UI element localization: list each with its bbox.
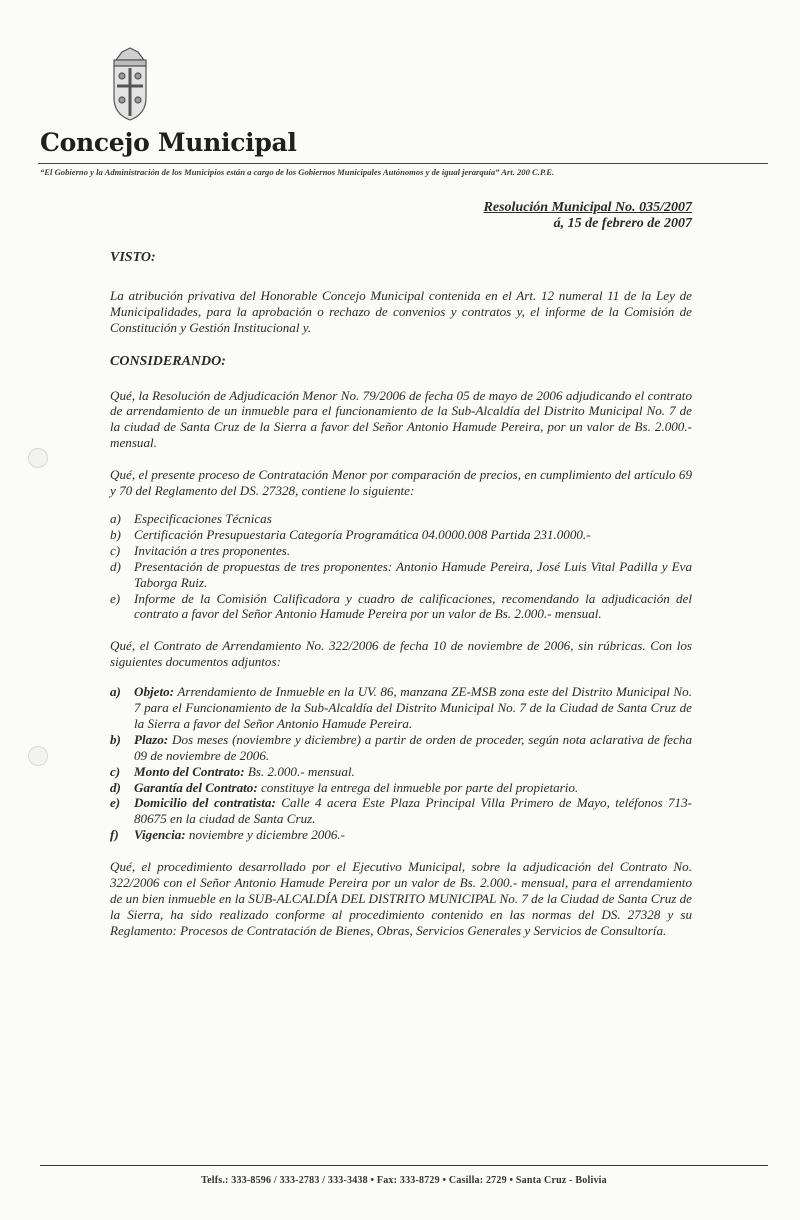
list-item <box>110 511 692 527</box>
paragraph-procedimiento: Qué, el procedimiento desarrollado por el Ejecutivo Municipal, sobre la adjudicación del Contrato No. 322/2006 con el Señor Antonio Hamude Pereira por un valor de Bs. 2.000.- mensual, para el arrendamiento de un bien inmueble en la SUB-ALCALDÍA DEL DISTRITO MUNICIPAL No. 7 de la Ciudad de Santa Cruz de la Sierra, ha sido realizado conforme al procedimiento contenido en las normas del DS. 27328 y su Reglamento: Procesos de Contratación de Bienes, Obras, Servicios Generales y Servicios de Consultoría. <box>110 859 692 938</box>
punch-hole-icon <box>28 448 48 468</box>
list-text: Arrendamiento de Inmueble en la UV. 86, manzana ZE-MSB zona este del Distrito Municipal No. 7 para el Funcionamiento de la Sub-Alcaldía del Distrito Municipal No. 7 de la Ciudad de Santa Cruz de la Sierra a favor del Señor Antonio Hamude Pereira. <box>134 684 692 731</box>
list-item <box>110 780 692 796</box>
paragraph-adjudicacion: Qué, la Resolución de Adjudicación Menor No. 79/2006 de fecha 05 de mayo de 2006 adjudicando el contrato de arrendamiento de un inmueble para el funcionamiento de la Sub-Alcaldía del Distrito Municipal No. 7 de la ciudad de Santa Cruz de la Sierra a favor del Señor Antonio Hamude Pereira, por un valor de Bs. 2.000.- mensual. <box>110 387 692 451</box>
list-text: Informe de la Comisión Calificadora y cuadro de calificaciones, recomendando la adjudicación del contrato a favor del Señor Antonio Hamude Pereira por un valor de Bs. 2.000.- mensual. <box>134 590 692 622</box>
list-term: Domicilio del contratista: <box>134 795 276 811</box>
visto-text: La atribución privativa del Honorable Concejo Municipal contenida en el Art. 12 numeral 11 de la Ley de Municipalidades, para la aprobación o rechazo de convenios y contratos y, el informe de la Comisión de Constitución y Gestión Institucional y. <box>110 287 692 335</box>
list-item <box>110 684 692 732</box>
organization-name: Concejo Municipal <box>40 128 297 157</box>
punch-hole-icon <box>28 746 48 766</box>
list-label: b) <box>110 731 121 747</box>
list-term: Garantía del Contrato: <box>134 779 258 795</box>
list-label: d) <box>110 558 121 574</box>
document-body <box>110 250 692 939</box>
list-text: Dos meses (noviembre y diciembre) a partir de orden de proceder, según nota aclarativa de fecha 09 de noviembre de 2006. <box>134 731 692 763</box>
list-item <box>110 732 692 764</box>
list-text: Certificación Presupuestaria Categoría Programática 04.0000.008 Partida 231.0000.- <box>134 526 591 542</box>
resolution-date: á, 15 de febrero de 2007 <box>553 216 692 231</box>
list-item <box>110 559 692 591</box>
list-label: e) <box>110 590 121 606</box>
list-term: Objeto: <box>134 684 174 700</box>
footer-contact: Telfs.: 333-8596 / 333-2783 / 333-3438 • Fax: 333-8729 • Casilla: 2729 • Santa Cruz - Bolivia <box>201 1175 607 1186</box>
list-text: Calle 4 acera Este Plaza Principal Villa Primero de Mayo, teléfonos 713-80675 en la ciudad de Santa Cruz. <box>134 795 692 827</box>
list-label: c) <box>110 763 121 779</box>
list-term: Vigencia: <box>134 827 186 843</box>
list-text: Especificaciones Técnicas <box>134 510 272 526</box>
list-label: b) <box>110 526 121 542</box>
list-item <box>110 827 692 843</box>
list-text: constituye la entrega del inmueble por parte del propietario. <box>257 779 579 795</box>
list-label: a) <box>110 684 121 700</box>
visto-heading: VISTO: <box>110 250 156 265</box>
paragraph-contrato: Qué, el Contrato de Arrendamiento No. 322/2006 de fecha 10 de noviembre de 2006, sin rúbricas. Con los siguientes documentos adjuntos: <box>110 638 692 670</box>
footer-rule <box>40 1165 768 1166</box>
list-label: f) <box>110 827 119 843</box>
municipal-crest-icon <box>108 46 152 126</box>
list-text: Invitación a tres proponentes. <box>134 542 291 558</box>
list-label: a) <box>110 510 121 526</box>
header-rule <box>38 163 768 164</box>
list-item <box>110 591 692 623</box>
list-label: e) <box>110 795 121 811</box>
header-motto: “El Gobierno y la Administración de los Municipios están a cargo de los Gobiernos Municipales Autónomos y de igual jerarquía” Art. 200 C.P.E. <box>40 167 555 177</box>
requirements-list <box>110 511 692 622</box>
list-label: c) <box>110 542 121 558</box>
resolution-number: Resolución Municipal No. 035/2007 <box>483 200 692 215</box>
list-label: d) <box>110 779 121 795</box>
list-item <box>110 764 692 780</box>
list-text: Bs. 2.000.- mensual. <box>244 763 355 779</box>
list-term: Monto del Contrato: <box>134 763 245 779</box>
list-item <box>110 795 692 827</box>
considerando-heading: CONSIDERANDO: <box>110 353 226 369</box>
contract-details-list <box>110 684 692 843</box>
list-item <box>110 527 692 543</box>
list-term: Plazo: <box>134 731 169 747</box>
list-text: Presentación de propuestas de tres proponentes: Antonio Hamude Pereira, José Luis Vital Padilla y Eva Taborga Ruiz. <box>134 558 692 590</box>
paragraph-proceso: Qué, el presente proceso de Contratación Menor por comparación de precios, en cumplimiento del artículo 69 y 70 del Reglamento del DS. 27328, contiene lo siguiente: <box>110 467 692 499</box>
list-item <box>110 543 692 559</box>
list-text: noviembre y diciembre 2006.- <box>185 827 346 843</box>
